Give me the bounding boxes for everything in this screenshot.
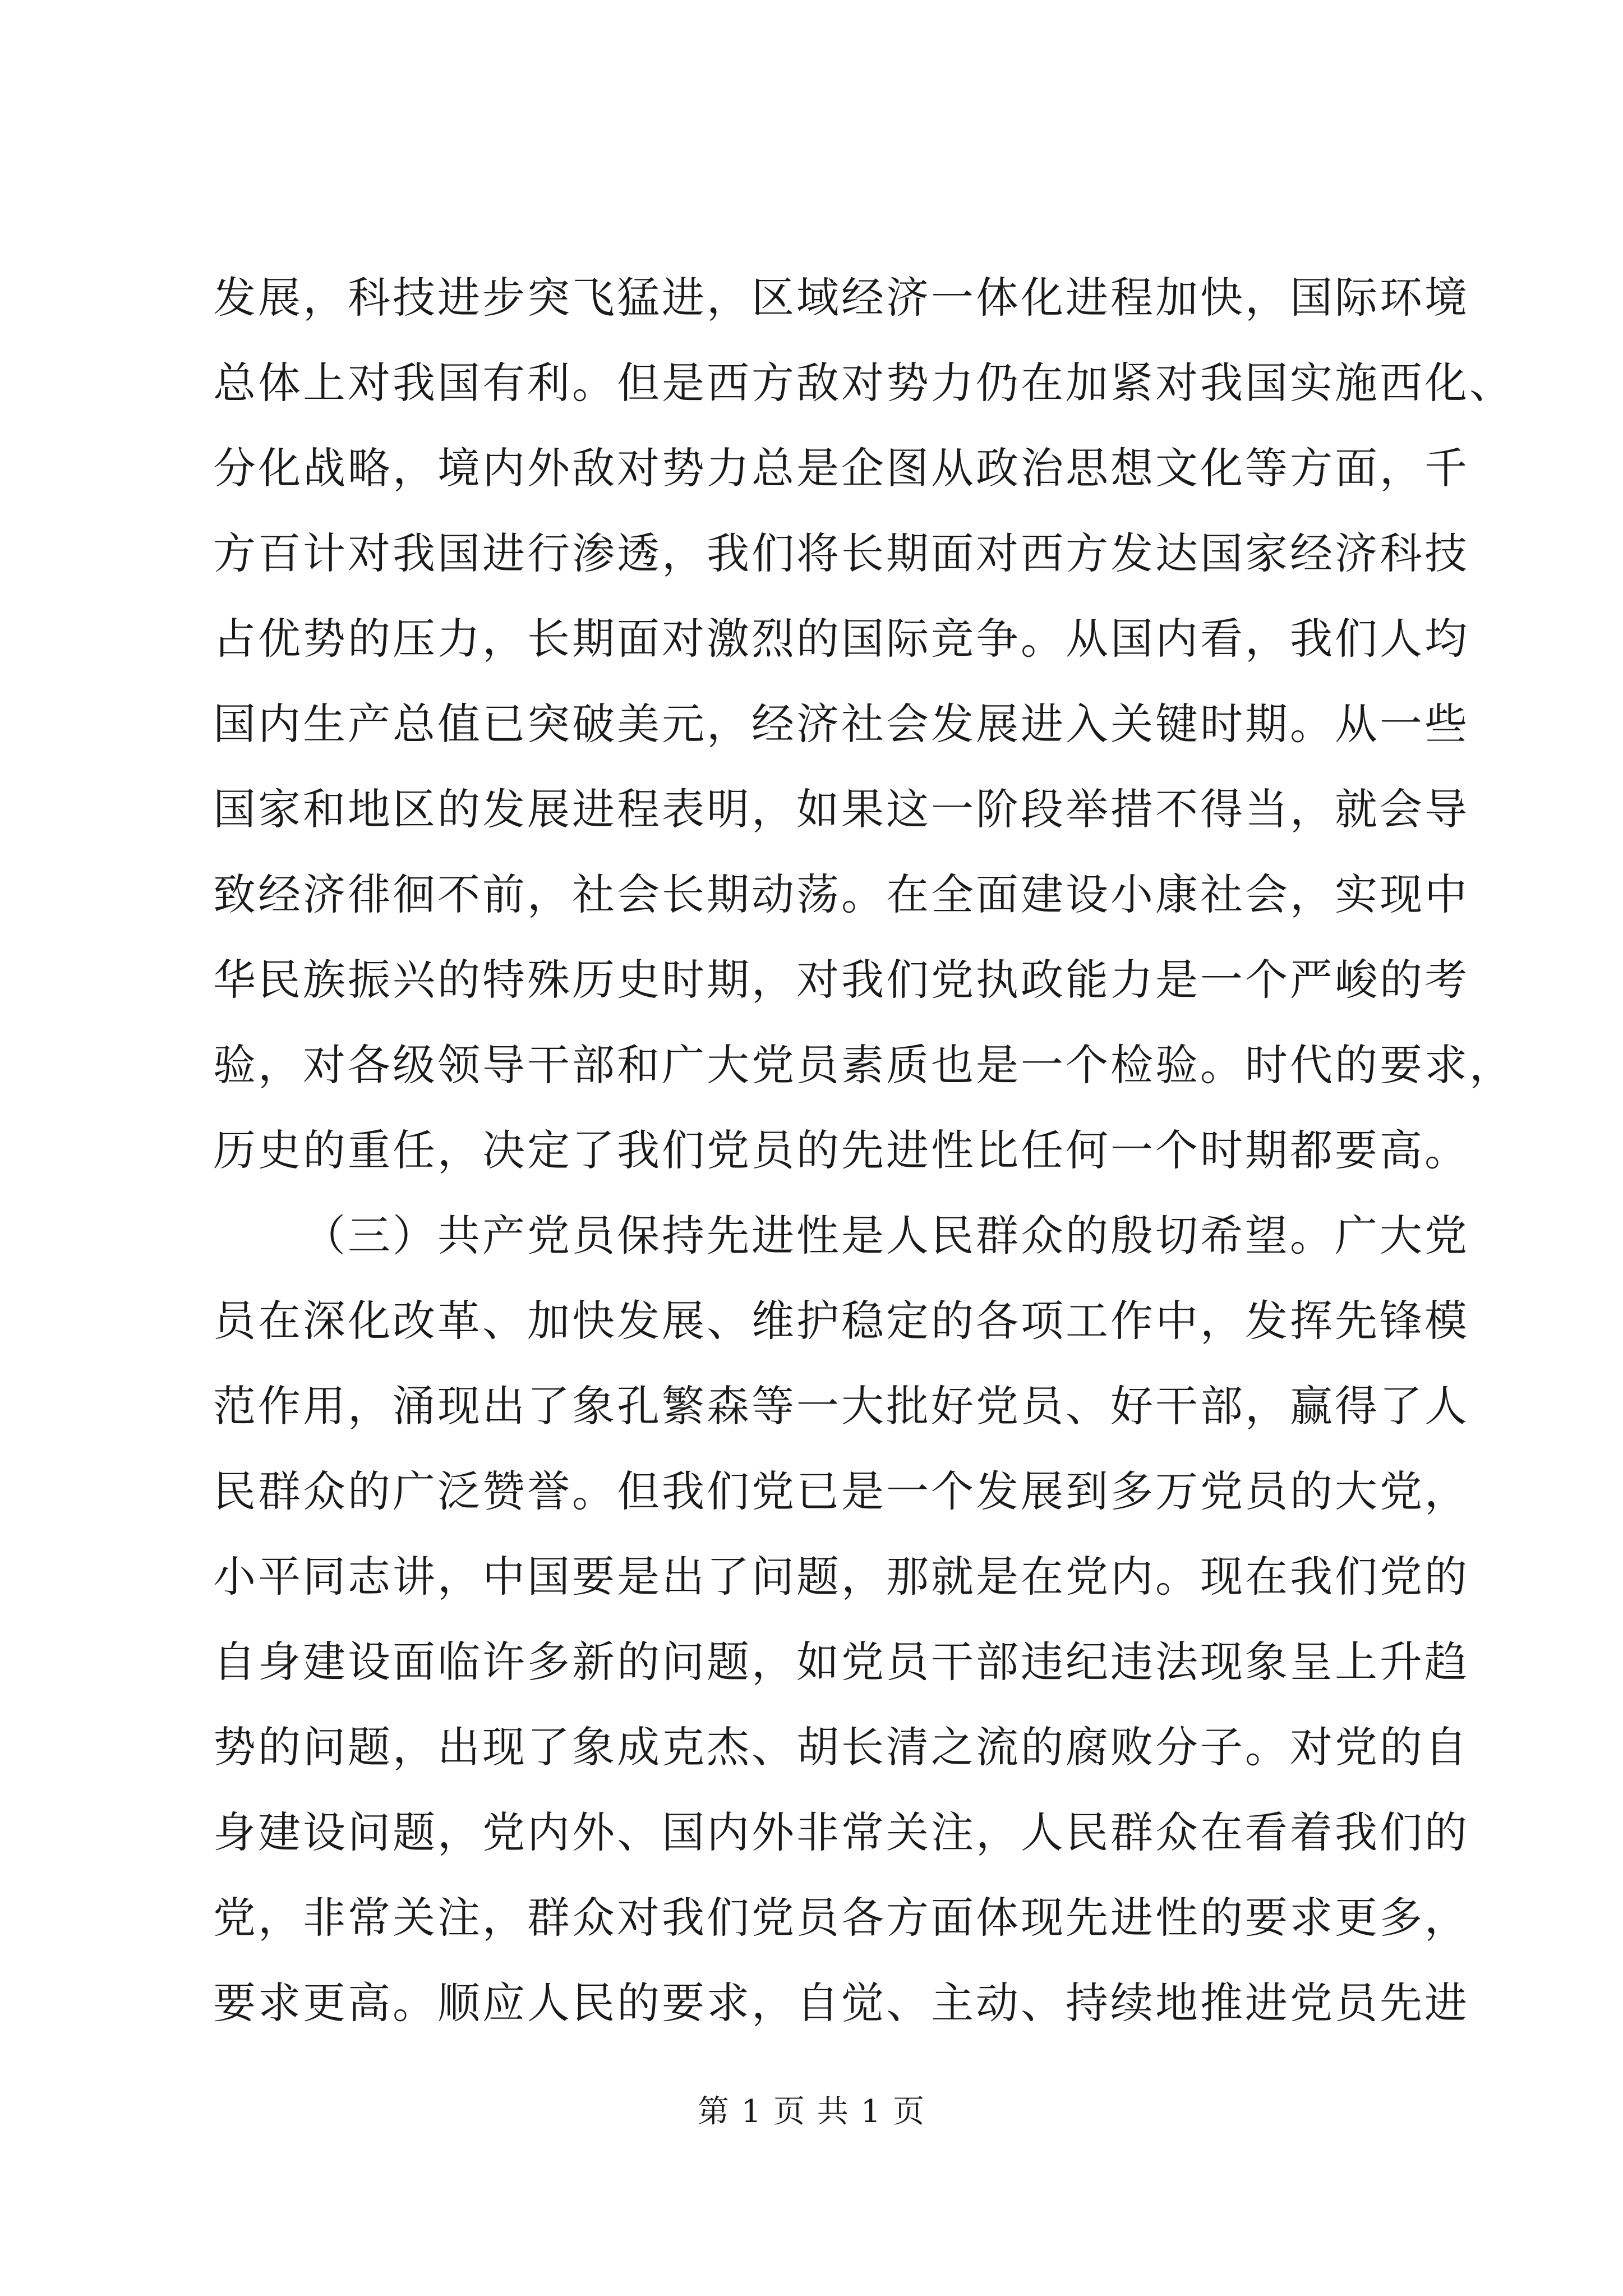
text-line: 小平同志讲，中国要是出了问题，那就是在党内。现在我们党的	[213, 1552, 1469, 1602]
text-line: 致经济徘徊不前，社会长期动荡。在全面建设小康社会，实现中	[213, 869, 1469, 919]
text-line: 要求更高。顺应人民的要求，自觉、主动、持续地推进党员先进	[213, 1978, 1469, 2028]
text-line: 势的问题，出现了象成克杰、胡长清之流的腐败分子。对党的自	[213, 1722, 1469, 1772]
text-line: 国内生产总值已突破美元，经济社会发展进入关键时期。从一些	[213, 699, 1469, 749]
text-line: 占优势的压力，长期面对激烈的国际竞争。从国内看，我们人均	[213, 614, 1469, 664]
text-line: 分化战略，境内外敌对势力总是企图从政治思想文化等方面，千	[213, 443, 1469, 493]
text-line: 国家和地区的发展进程表明，如果这一阶段举措不得当，就会导	[213, 784, 1469, 834]
text-line: 党，非常关注，群众对我们党员各方面体现先进性的要求更多，	[213, 1893, 1469, 1943]
text-line: 员在深化改革、加快发展、维护稳定的各项工作中，发挥先锋模	[213, 1296, 1469, 1346]
text-line: 自身建设面临许多新的问题，如党员干部违纪违法现象呈上升趋	[213, 1637, 1469, 1687]
body-text	[213, 255, 1514, 2046]
text-line: 历史的重任，决定了我们党员的先进性比任何一个时期都要高。	[213, 1125, 1469, 1175]
text-line: 身建设问题，党内外、国内外非常关注，人民群众在看着我们的	[213, 1807, 1469, 1857]
text-line: 范作用，涌现出了象孔繁森等一大批好党员、好干部，赢得了人	[213, 1381, 1469, 1431]
text-line: 发展，科技进步突飞猛进，区域经济一体化进程加快，国际环境	[213, 273, 1469, 323]
section-heading-line: （三）共产党员保持先进性是人民群众的殷切希望。广大党	[303, 1211, 1469, 1260]
page-footer: 第 1 页 共 1 页	[697, 2093, 926, 2130]
text-line: 验，对各级领导干部和广大党员素质也是一个检验。时代的要求，	[213, 1040, 1514, 1090]
text-line: 方百计对我国进行渗透，我们将长期面对西方发达国家经济科技	[213, 528, 1469, 578]
text-line: 华民族振兴的特殊历史时期，对我们党执政能力是一个严峻的考	[213, 955, 1469, 1005]
text-line: 民群众的广泛赞誉。但我们党已是一个发展到多万党员的大党，	[213, 1466, 1469, 1516]
text-line: 总体上对我国有利。但是西方敌对势力仍在加紧对我国实施西化、	[213, 358, 1514, 408]
